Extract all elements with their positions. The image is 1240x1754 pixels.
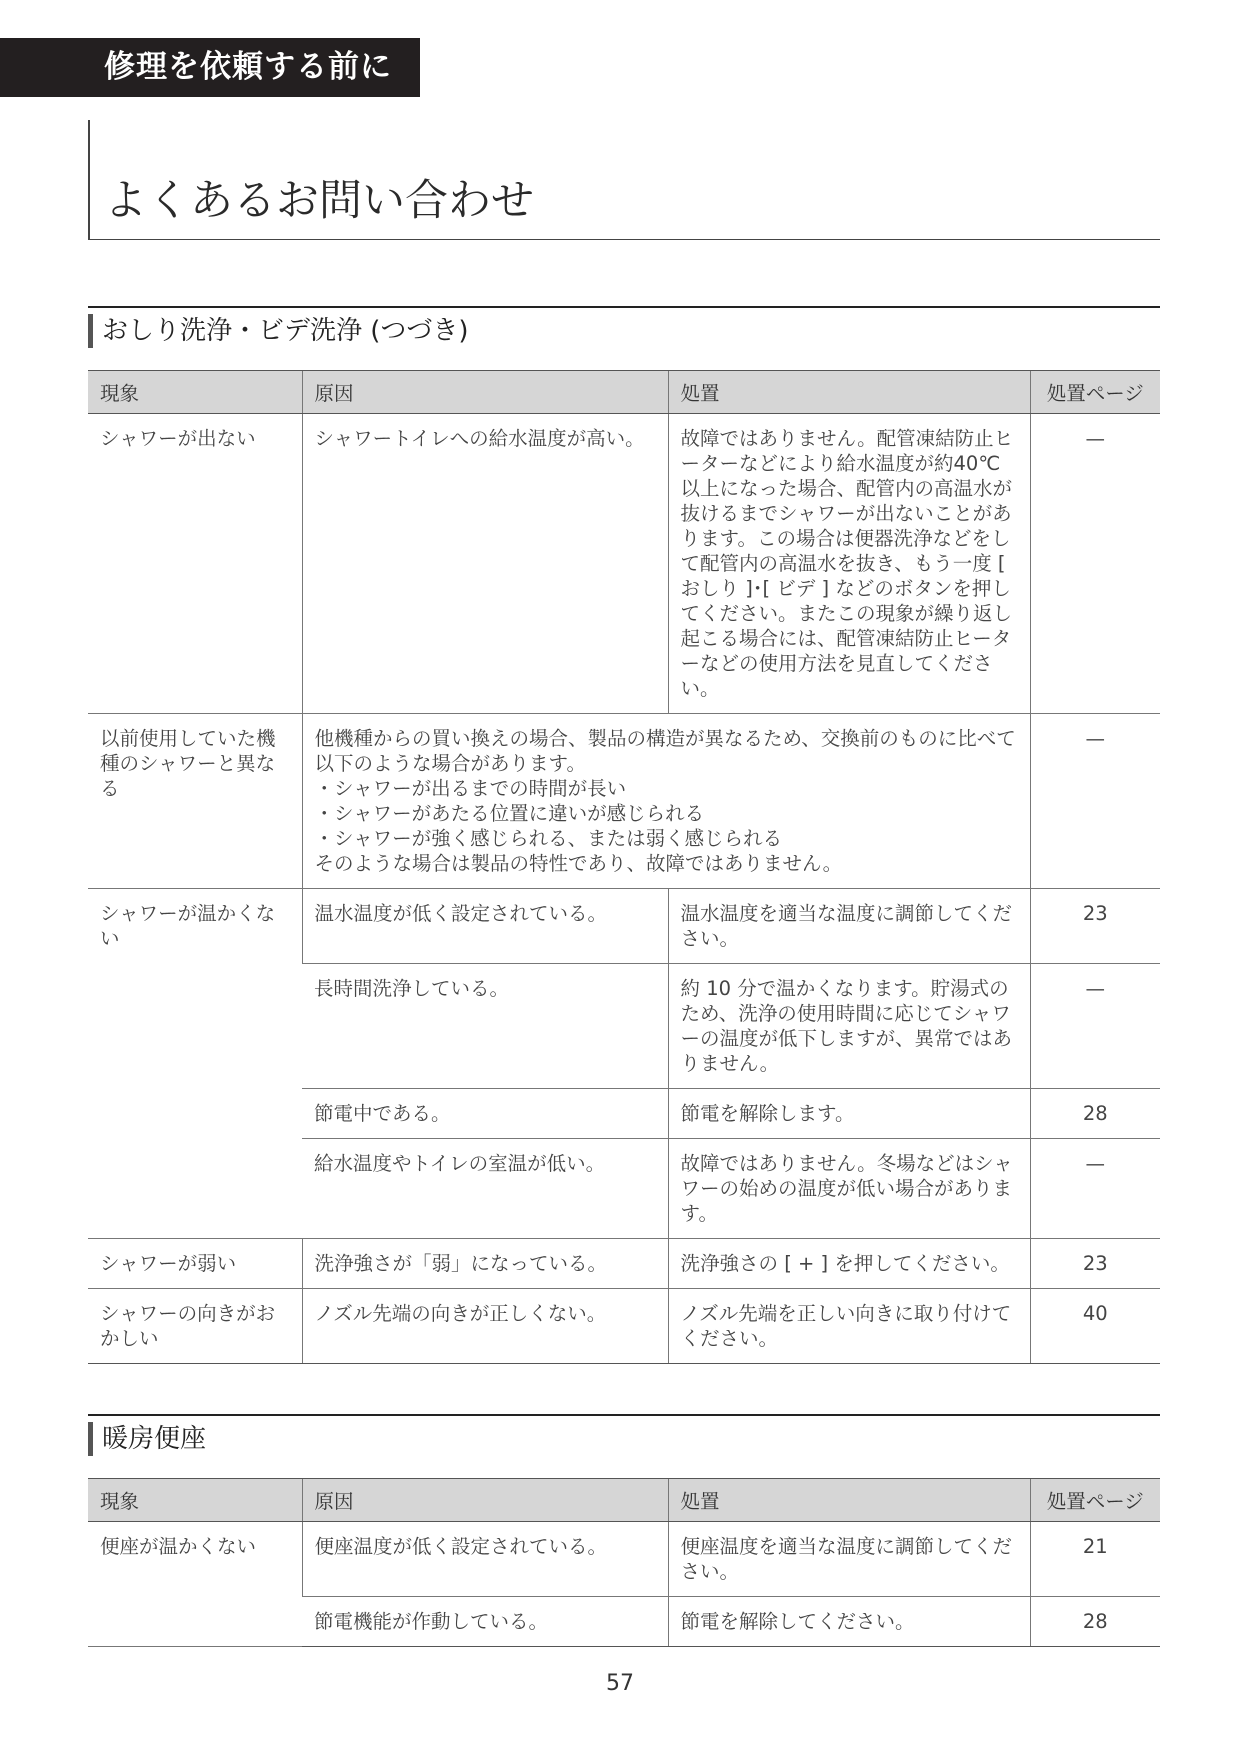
section-marker (88, 1422, 93, 1456)
section-title-shower: おしり洗浄・ビデ洗浄 (つづき) (102, 316, 469, 346)
merged-explanation-cell (302, 714, 1030, 889)
table-header-row (88, 371, 1160, 414)
cause-cell: 節電機能が作動している。 (302, 1597, 668, 1647)
page-ref-cell: 40 (1030, 1289, 1160, 1364)
cause-cell: 給水温度やトイレの室温が低い。 (302, 1139, 668, 1239)
cause-cell: ノズル先端の向きが正しくない。 (302, 1289, 668, 1364)
troubleshooting-table-shower (88, 370, 1160, 1364)
table-row (88, 1522, 1160, 1597)
section-rule (88, 1414, 1160, 1416)
section-title-heated-seat: 暖房便座 (102, 1424, 207, 1454)
action-cell: 故障ではありません。冬場などはシャワーの始めの温度が低い場合があります。 (668, 1139, 1030, 1239)
action-cell: 節電を解除してください。 (668, 1597, 1030, 1647)
section-header-band: 修理を依頼する前に (0, 38, 420, 97)
page-ref-cell: 23 (1030, 1239, 1160, 1289)
page-ref-cell: — (1030, 414, 1160, 714)
action-cell: 約 10 分で温かくなります。貯湯式のため、洗浄の使用時間に応じてシャワーの温度が低下しますが、異常ではありません。 (668, 964, 1030, 1089)
explanation-bullet: ・シャワーが強く感じられる、または弱く感じられる (314, 827, 783, 850)
page-number: 57 (606, 1671, 634, 1696)
section-rule (88, 306, 1160, 308)
table-row (88, 1289, 1160, 1364)
column-header-symptom: 現象 (88, 371, 302, 414)
page-ref-cell: — (1030, 964, 1160, 1089)
page-ref-cell: 28 (1030, 1597, 1160, 1647)
symptom-cell: シャワーが弱い (88, 1239, 302, 1289)
column-header-action: 処置 (668, 1479, 1030, 1522)
column-header-page: 処置ページ (1030, 1479, 1160, 1522)
table-row (88, 414, 1160, 714)
table-header-row (88, 1479, 1160, 1522)
symptom-cell: 以前使用していた機種のシャワーと異なる (88, 714, 302, 889)
troubleshooting-table-heated-seat (88, 1478, 1160, 1647)
page-ref-cell: 21 (1030, 1522, 1160, 1597)
cause-cell: 温水温度が低く設定されている。 (302, 889, 668, 964)
table-row (88, 1239, 1160, 1289)
action-cell: 便座温度を適当な温度に調節してください。 (668, 1522, 1030, 1597)
cause-cell: 便座温度が低く設定されている。 (302, 1522, 668, 1597)
action-cell: 温水温度を適当な温度に調節してください。 (668, 889, 1030, 964)
explanation-bullet: ・シャワーがあたる位置に違いが感じられる (314, 802, 705, 825)
page-title: よくあるお問い合わせ (104, 176, 534, 226)
symptom-cell: シャワーの向きがおかしい (88, 1289, 302, 1364)
cause-cell: 節電中である。 (302, 1089, 668, 1139)
action-cell: 節電を解除します。 (668, 1089, 1030, 1139)
explanation-line: そのような場合は製品の特性であり、故障ではありません。 (314, 852, 843, 875)
page-ref-cell: 28 (1030, 1089, 1160, 1139)
explanation-bullet: ・シャワーが出るまでの時間が長い (314, 777, 627, 800)
cause-cell: 長時間洗浄している。 (302, 964, 668, 1089)
page-ref-cell: 23 (1030, 889, 1160, 964)
table-row (88, 889, 1160, 964)
title-horizontal-rule (88, 239, 1160, 240)
column-header-symptom: 現象 (88, 1479, 302, 1522)
action-cell: ノズル先端を正しい向きに取り付けてください。 (668, 1289, 1030, 1364)
table-row (88, 714, 1160, 889)
symptom-cell: シャワーが温かくない (88, 889, 302, 1239)
page-ref-cell: — (1030, 1139, 1160, 1239)
action-cell: 洗浄強さの [ + ] を押してください。 (668, 1239, 1030, 1289)
cause-cell: 洗浄強さが「弱」になっている。 (302, 1239, 668, 1289)
column-header-cause: 原因 (302, 1479, 668, 1522)
cause-cell: シャワートイレへの給水温度が高い。 (302, 414, 668, 714)
symptom-cell: 便座が温かくない (88, 1522, 302, 1647)
explanation-line: 他機種からの買い換えの場合、製品の構造が異なるため、交換前のものに比べて以下のような場合があります。 (314, 727, 1016, 775)
page-ref-cell: — (1030, 714, 1160, 889)
symptom-cell: シャワーが出ない (88, 414, 302, 714)
column-header-cause: 原因 (302, 371, 668, 414)
title-vertical-rule (88, 120, 90, 240)
column-header-action: 処置 (668, 371, 1030, 414)
column-header-page: 処置ページ (1030, 371, 1160, 414)
section-marker (88, 314, 93, 348)
action-cell: 故障ではありません。配管凍結防止ヒーターなどにより給水温度が約40℃以上になった場合、配管内の高温水が抜けるまでシャワーが出ないことがあります。この場合は便器洗浄などをして配管内の高温水を抜き、もう一度 [ おしり ]･[ ビデ ] などのボタンを押してください。またこの現象が繰り返し起こる場合には、配管凍結防止ヒーターなどの使用方法を見直してください。 (668, 414, 1030, 714)
